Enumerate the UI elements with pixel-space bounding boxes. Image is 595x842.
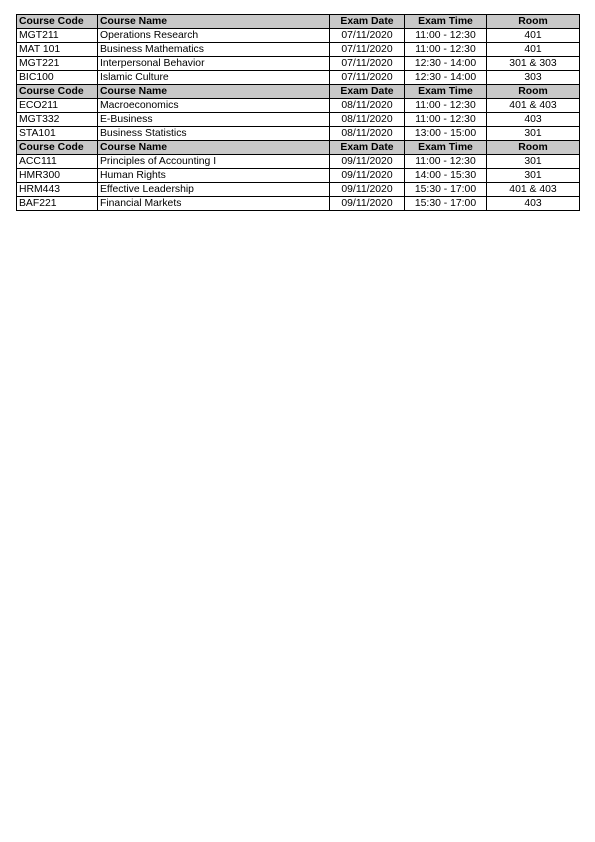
course-name: Macroeconomics [98,99,330,113]
exam-schedule-table [16,14,580,211]
header-course-code: Course Code [17,85,98,99]
table-row [17,169,580,183]
course-name: Principles of Accounting I [98,155,330,169]
exam-date: 08/11/2020 [330,113,405,127]
course-code: HRM443 [17,183,98,197]
exam-date: 07/11/2020 [330,57,405,71]
header-course-code: Course Code [17,141,98,155]
header-room: Room [487,85,580,99]
course-name: Financial Markets [98,197,330,211]
exam-date: 09/11/2020 [330,169,405,183]
exam-date: 08/11/2020 [330,127,405,141]
room: 301 [487,155,580,169]
table-row [17,71,580,85]
course-code: MGT211 [17,29,98,43]
room: 303 [487,71,580,85]
exam-time: 12:30 - 14:00 [405,71,487,85]
header-room: Room [487,141,580,155]
header-exam-time: Exam Time [405,15,487,29]
course-name: Business Mathematics [98,43,330,57]
course-code: STA101 [17,127,98,141]
header-room: Room [487,15,580,29]
room: 301 [487,127,580,141]
course-code: BIC100 [17,71,98,85]
table-row [17,113,580,127]
course-name: Business Statistics [98,127,330,141]
room: 301 [487,169,580,183]
header-exam-date: Exam Date [330,141,405,155]
course-name: Islamic Culture [98,71,330,85]
header-exam-time: Exam Time [405,85,487,99]
table-row [17,127,580,141]
exam-date: 07/11/2020 [330,71,405,85]
exam-time: 11:00 - 12:30 [405,29,487,43]
exam-date: 08/11/2020 [330,99,405,113]
room: 401 [487,43,580,57]
header-course-name: Course Name [98,141,330,155]
header-row [17,141,580,155]
table-row [17,155,580,169]
course-name: Effective Leadership [98,183,330,197]
header-course-name: Course Name [98,85,330,99]
header-course-name: Course Name [98,15,330,29]
table-row [17,43,580,57]
header-exam-date: Exam Date [330,15,405,29]
room: 401 & 403 [487,183,580,197]
course-name: Interpersonal Behavior [98,57,330,71]
schedule-body [17,15,580,211]
course-code: MGT332 [17,113,98,127]
exam-date: 09/11/2020 [330,197,405,211]
room: 301 & 303 [487,57,580,71]
table-row [17,183,580,197]
table-row [17,57,580,71]
course-code: BAF221 [17,197,98,211]
header-exam-date: Exam Date [330,85,405,99]
exam-time: 11:00 - 12:30 [405,113,487,127]
exam-time: 11:00 - 12:30 [405,99,487,113]
room: 403 [487,197,580,211]
exam-time: 14:00 - 15:30 [405,169,487,183]
exam-date: 07/11/2020 [330,29,405,43]
table-row [17,99,580,113]
room: 401 & 403 [487,99,580,113]
header-row [17,15,580,29]
header-row [17,85,580,99]
course-name: E-Business [98,113,330,127]
exam-time: 11:00 - 12:30 [405,155,487,169]
course-name: Human Rights [98,169,330,183]
course-code: MAT 101 [17,43,98,57]
header-exam-time: Exam Time [405,141,487,155]
exam-date: 07/11/2020 [330,43,405,57]
course-code: HMR300 [17,169,98,183]
exam-time: 12:30 - 14:00 [405,57,487,71]
course-code: MGT221 [17,57,98,71]
room: 403 [487,113,580,127]
header-course-code: Course Code [17,15,98,29]
course-code: ACC111 [17,155,98,169]
exam-time: 13:00 - 15:00 [405,127,487,141]
exam-date: 09/11/2020 [330,183,405,197]
exam-time: 15:30 - 17:00 [405,197,487,211]
course-name: Operations Research [98,29,330,43]
exam-date: 09/11/2020 [330,155,405,169]
exam-time: 11:00 - 12:30 [405,43,487,57]
course-code: ECO211 [17,99,98,113]
table-row [17,197,580,211]
table-row [17,29,580,43]
room: 401 [487,29,580,43]
exam-time: 15:30 - 17:00 [405,183,487,197]
